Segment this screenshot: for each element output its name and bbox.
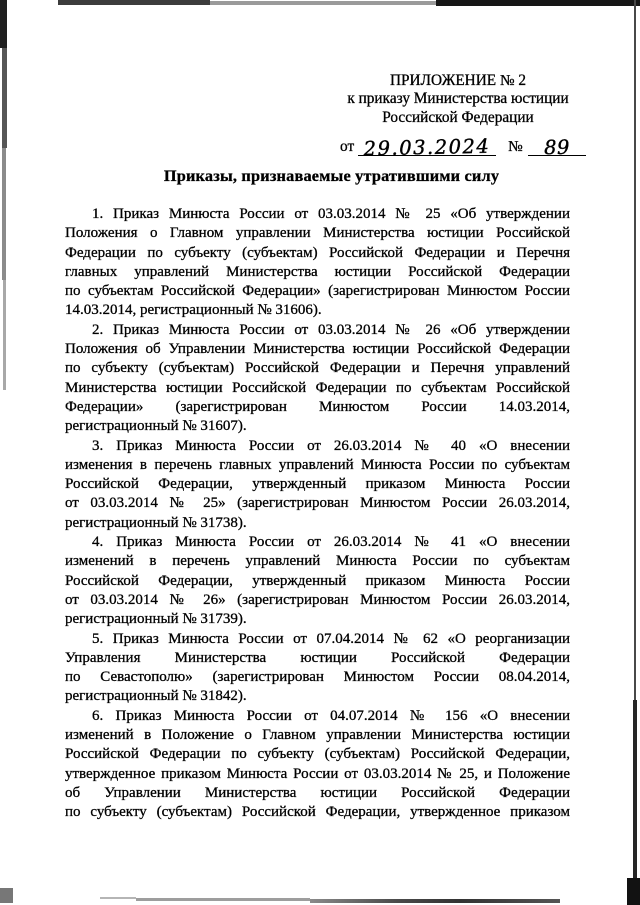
order-paragraph-2-line-6: регистрационный № 31607).: [65, 418, 247, 435]
order-paragraph-3-line-5: регистрационный № 31738).: [65, 514, 247, 531]
scan-artifact-left-edge: [2, 148, 6, 280]
order-paragraph-1-line-1: 1. Приказ Минюста России от 03.03.2014 № 25 «Об утверждении: [92, 206, 570, 222]
scan-artifact-left-edge: [0, 0, 7, 48]
date-prefix-label: от: [340, 137, 355, 155]
order-paragraph-6-line-3: Российской Федерации по субъекту (субъектам) Российской Федерации,: [65, 746, 570, 763]
order-paragraph-1-line-6: 14.03.2014, регистрационный № 31606).: [65, 302, 322, 319]
order-paragraph-4-line-5: регистрационный № 31739).: [65, 611, 247, 628]
order-paragraph-2-line-3: по субъекту (субъектам) Российской Федерации и Перечня управлений: [65, 360, 570, 377]
scan-artifact-right-edge: [633, 700, 637, 905]
handwritten-date-field: [358, 134, 496, 161]
order-paragraph-4-line-2: изменений в перечень управлений Минюста России по субъектам: [65, 553, 570, 570]
scan-artifact-bottom-left-corner: [0, 888, 13, 903]
scan-artifact-top-edge: [58, 0, 210, 5]
order-paragraph-6-line-4: утвержденное приказом Минюста России от 03.03.2014 № 25, и Положение: [65, 765, 570, 782]
order-paragraph-2-line-4: Министерства юстиции Российской Федерации по субъектам Российской: [65, 379, 570, 396]
appendix-org-line: Российской Федерации: [382, 108, 534, 126]
appendix-to-order-line: к приказу Министерства юстиции: [347, 90, 569, 108]
number-prefix-label: №: [508, 137, 523, 155]
scan-artifact-top-edge: [436, 0, 640, 6]
order-paragraph-4-line-3: Российской Федерации, утвержденный приказом Минюста России: [65, 572, 570, 589]
order-paragraph-6-line-5: об Управлении Министерства юстиции Российской Федерации: [65, 784, 570, 801]
scan-artifact-top-edge: [210, 1, 436, 5]
order-paragraph-3-line-3: Российской Федерации, утвержденный приказом Минюста России: [65, 476, 570, 493]
order-paragraph-5-line-4: регистрационный № 31842).: [65, 688, 247, 705]
order-paragraph-3-line-4: от 03.03.2014 № 25» (зарегистрирован Минюстом России 26.03.2014,: [65, 495, 570, 512]
appendix-label: ПРИЛОЖЕНИЕ № 2: [389, 72, 527, 89]
order-paragraph-3-line-2: изменения в перечень главных управлений Минюста России по субъектам: [65, 456, 570, 473]
order-paragraph-1-line-5: по субъектам Российской Федерации» (зарегистрирован Минюстом России: [65, 283, 570, 300]
order-paragraph-4-line-1: 4. Приказ Минюста России от 26.03.2014 № 41 «О внесении: [92, 534, 570, 551]
appendix-header: [340, 72, 592, 161]
order-paragraph-5-line-2: Управления Министерства юстиции Российской Федерации: [65, 649, 570, 666]
handwritten-number: 89: [543, 135, 570, 160]
scan-artifact-left-edge: [3, 280, 6, 390]
order-paragraph-1-line-3: Федерации по субъекту (субъектам) Российской Федерации и Перечня: [65, 244, 570, 261]
order-paragraph-1-line-2: Положения о Главном управлении Министерства юстиции Российской: [65, 225, 570, 242]
handwritten-date: 29.03.2024: [363, 134, 491, 161]
order-paragraph-6-line-6: по субъекту (субъектам) Российской Федерации, утвержденное приказом: [65, 804, 570, 821]
order-paragraph-1-line-4: главных управлений Министерства юстиции Российской Федерации: [65, 263, 570, 280]
document-title: Приказы, признаваемые утратившими силу: [163, 166, 500, 185]
order-paragraph-6-line-2: изменений в Положение о Главном управлении Министерства юстиции: [65, 727, 570, 744]
order-paragraph-2-line-5: Федерации» (зарегистрирован Минюстом России 14.03.2014,: [65, 398, 570, 415]
order-paragraph-5-line-1: 5. Приказ Минюста России от 07.04.2014 № 62 «О реорганизации: [92, 630, 570, 647]
order-paragraph-2-line-2: Положения об Управлении Министерства юстиции Российской Федерации: [65, 341, 570, 358]
scan-artifact-bottom-edge: [310, 899, 560, 903]
orders-list: [65, 205, 570, 823]
handwritten-number-field: [528, 135, 586, 160]
order-paragraph-5-line-3: по Севастополю» (зарегистрирован Минюстом России 08.04.2014,: [65, 669, 570, 686]
scan-artifact-left-edge: [2, 48, 7, 148]
date-number-row: [340, 132, 592, 161]
scan-artifact-bottom-edge: [100, 897, 136, 899]
order-paragraph-4-line-4: от 03.03.2014 № 26» (зарегистрирован Минюстом России 26.03.2014,: [65, 591, 570, 608]
scan-artifact-bottom-right-corner: [627, 878, 640, 905]
scan-artifact-bottom-edge: [136, 898, 310, 901]
order-paragraph-2-line-1: 2. Приказ Минюста России от 03.03.2014 № 26 «Об утверждении: [92, 321, 570, 338]
order-paragraph-6-line-1: 6. Приказ Минюста России от 04.07.2014 № 156 «О внесении: [92, 707, 570, 724]
order-paragraph-3-line-1: 3. Приказ Минюста России от 26.03.2014 № 40 «О внесении: [92, 437, 570, 454]
